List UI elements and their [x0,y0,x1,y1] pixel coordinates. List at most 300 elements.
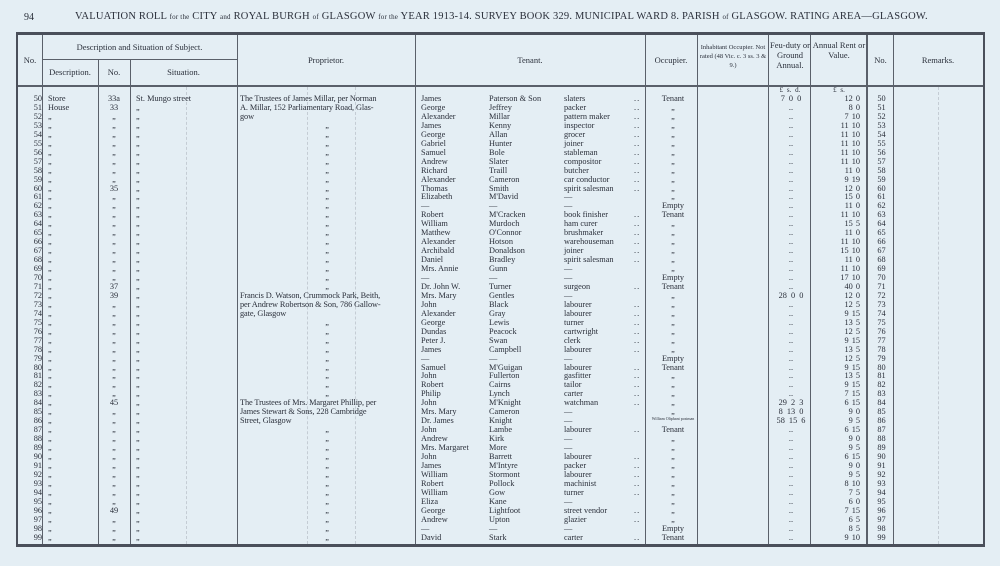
cell-occupier: „ [671,102,675,112]
cell-feu-duty: .. [788,192,794,202]
cell-no: 50 [33,94,42,103]
cell-no-right: 76 [877,326,886,336]
cell-occupation: butcher .. [564,167,589,176]
cell-no: 73 [33,299,42,309]
cell-occupier: „ [671,174,675,184]
cell-situation: „ [136,335,140,345]
cell-no: 69 [33,264,42,274]
cell-occupation: — [564,353,573,363]
cell-no-right: 59 [877,174,886,184]
cell-no: 71 [33,281,42,291]
cell-occupier: „ [671,228,675,238]
cell-no-right: 99 [877,532,886,542]
cell-number: „ [112,371,116,381]
cell-description: „ [48,290,52,300]
cell-tenant-surname: M'Guigan [489,362,523,372]
cell-annual-value: 13 5 [844,371,860,381]
cell-occupation: pattern maker .. [564,113,610,122]
cell-number: 49 [109,505,119,515]
cell-occupation: labourer .. [564,426,592,435]
cell-description: „ [48,398,52,408]
cell-annual-value: 15 0 [844,192,860,202]
cell-number: 33a [108,94,120,103]
cell-occupation: machinist .. [564,480,596,489]
header-number: No. [107,67,121,77]
cell-description: „ [48,407,52,417]
cell-annual-value: 11 0 [844,165,860,175]
cell-proprietor: Francis D. Watson, Crummock Park, Beith, [240,290,381,300]
valuation-table [16,32,985,547]
cell-occupier: „ [671,246,675,256]
cell-no-right: 87 [877,425,886,435]
cell-no: 72 [33,290,42,300]
cell-feu-duty: .. [788,380,794,390]
cell-feu-duty: .. [788,523,794,533]
cell-occupier: „ [671,398,675,408]
cell-tenant-first-name: George [421,317,446,327]
cell-tenant-surname: Traill [489,165,508,175]
cell-feu-duty: .. [788,281,794,291]
cell-proprietor: „ [325,281,329,291]
cell-no-right: 58 [877,165,886,175]
cell-tenant-surname: Black [489,299,509,309]
header-rule [42,59,237,60]
cell-tenant-surname: Gunn [489,264,508,274]
cell-tenant-surname: M'Intyre [489,460,518,470]
cell-tenant-surname: Kirk [489,434,505,444]
cell-occupation: book finisher .. [564,211,608,220]
cell-situation: „ [136,147,140,157]
cell-tenant-first-name: Mrs. Mary [421,290,457,300]
cell-occupation: surgeon .. [564,283,590,292]
cell-no: 93 [33,478,42,488]
cell-occupation: joiner .. [564,247,583,256]
cell-annual-value: 17 10 [840,273,860,282]
cell-occupier: „ [671,487,675,497]
cell-feu-duty: .. [788,443,794,453]
cell-occupation: — [564,264,573,274]
cell-occupier: „ [671,469,675,479]
cell-tenant-first-name: David [421,532,442,542]
cell-tenant-first-name: Robert [421,210,444,220]
cell-proprietor: „ [325,389,329,399]
cell-no-right: 70 [877,273,886,282]
cell-number: „ [112,201,116,211]
cell-number: „ [112,237,116,247]
header-occupier: Occupier. [654,55,688,65]
cell-annual-value: 11 10 [840,147,860,157]
cell-occupation: joiner .. [564,140,583,149]
cell-proprietor: „ [325,514,329,524]
cell-tenant-surname: M'Knight [489,398,521,408]
cell-occupation: cartwright .. [564,328,598,337]
cell-no-right: 86 [877,416,886,426]
cell-no: 64 [33,219,42,229]
cell-occupation: labourer .. [564,364,592,373]
cell-occupier: Tenant [661,532,685,542]
cell-situation: „ [136,532,140,542]
cell-occupation: — [564,407,573,417]
cell-feu-duty: .. [788,237,794,247]
cell-tenant-first-name: Dr. James [421,416,454,426]
cell-occupier: „ [671,138,675,148]
header-tenant: Tenant. [517,55,543,65]
cell-feu-duty: .. [788,219,794,229]
cell-annual-value: 11 10 [840,264,860,274]
cell-feu-duty: .. [788,353,794,363]
cell-feu-duty: .. [788,532,794,542]
cell-tenant-first-name: James [421,120,442,130]
cell-number: „ [112,353,116,363]
cell-occupier: „ [671,326,675,336]
cell-occupation: turner .. [564,319,584,328]
cell-annual-value: 12 5 [844,299,860,309]
cell-tenant-surname: Bradley [489,255,516,265]
title-part: ROYAL BURGH [233,11,310,22]
cell-no: 98 [33,523,42,533]
cell-situation: „ [136,389,140,399]
cell-occupier: „ [671,407,675,417]
cell-proprietor: „ [325,496,329,506]
cell-annual-value: 7 15 [844,389,860,399]
cell-no-right: 54 [877,129,886,139]
cell-description: „ [48,147,52,157]
cell-feu-duty: .. [788,165,794,175]
cell-situation: „ [136,514,140,524]
cell-description: „ [48,219,52,229]
title-part: of [312,13,319,21]
cell-number: „ [112,443,116,453]
cell-situation: „ [136,111,140,121]
cell-proprietor: „ [325,452,329,461]
cell-tenant-first-name: Mrs. Margaret [421,443,469,453]
cell-tenant-first-name: Thomas [421,183,448,193]
cell-occupation: stableman .. [564,149,598,158]
cell-situation: „ [136,416,140,426]
cell-no-right: 63 [877,210,886,220]
cell-annual-value: 11 10 [840,129,860,139]
cell-no: 76 [33,326,42,336]
cell-description: „ [48,192,52,202]
cell-occupier: „ [671,460,675,470]
cell-number: „ [112,478,116,488]
cell-number: „ [112,532,116,542]
cell-tenant-surname: Millar [489,111,510,121]
cell-feu-duty: .. [788,156,794,166]
cell-proprietor: James Stewart & Sons, 228 Cambridge [240,407,367,417]
cell-occupation: — [564,201,573,211]
cell-occupation: watchman .. [564,399,598,408]
cell-annual-value: 8 10 [844,478,860,488]
cell-proprietor: „ [325,237,329,247]
cell-proprietor: „ [325,326,329,336]
cell-situation: „ [136,523,140,533]
cell-proprietor: „ [325,505,329,515]
cell-description: „ [48,326,52,336]
cell-occupier: „ [671,147,675,157]
cell-description: „ [48,353,52,363]
cell-feu-duty: .. [788,460,794,470]
cell-feu-duty: .. [788,102,794,112]
header-inhabitant: Inhabitant Occupier. Not rated (48 Vic. c. 3 ss. 3 & 9.) [699,44,767,69]
cell-tenant-surname: M'David [489,192,519,202]
header-remarks: Remarks. [921,55,955,65]
cell-no-right: 66 [877,237,886,247]
cell-tenant-first-name: Gabriel [421,138,446,148]
cell-no: 54 [33,129,42,139]
cell-no-right: 52 [877,111,886,121]
header-feu-duty: Feu-duty or Ground Annual. [770,40,810,70]
cell-occupation: carter .. [564,390,583,399]
cell-number: „ [112,362,116,372]
cell-proprietor: „ [325,165,329,175]
cell-occupation: labourer .. [564,346,592,355]
cell-number: „ [112,299,116,309]
cell-no: 96 [33,505,42,515]
cell-no: 84 [33,398,42,408]
cell-tenant-first-name: Matthew [421,228,451,238]
cell-tenant-first-name: Dundas [421,326,447,336]
cell-occupation: — [564,443,573,453]
cell-tenant-surname: Lynch [489,389,510,399]
cell-tenant-surname: Barrett [489,452,513,461]
cell-no: 75 [33,317,42,327]
cell-feu-duty: .. [788,308,794,318]
cell-feu-duty: .. [788,264,794,274]
cell-occupier: „ [671,299,675,309]
cell-annual-value: 9 5 [848,443,860,453]
cell-feu-duty: .. [788,228,794,238]
cell-occupier: „ [671,156,675,166]
cell-feu-duty: .. [788,452,794,461]
cell-tenant-surname: Campbell [489,344,522,354]
title-part: of [722,13,729,21]
cell-description: „ [48,344,52,354]
cell-occupier: Tenant [661,425,685,435]
cell-tenant-surname: Lambe [489,425,513,435]
cell-number: „ [112,326,116,336]
cell-proprietor: „ [325,156,329,166]
cell-no-right: 72 [877,290,886,300]
cell-occupation: clerk .. [564,337,581,346]
cell-no: 60 [33,183,42,193]
cell-feu-duty: .. [788,371,794,381]
cell-tenant-surname: Bole [489,147,505,157]
cell-proprietor: „ [325,138,329,148]
cell-annual-value: 8 5 [848,523,860,533]
title-part: VALUATION ROLL [75,11,167,22]
cell-occupation: inspector .. [564,122,594,131]
cell-tenant-first-name: Mrs. Mary [421,407,457,417]
cell-occupation: labourer .. [564,471,592,480]
cell-no-right: 73 [877,299,886,309]
cell-proprietor: „ [325,174,329,184]
cell-number: „ [112,407,116,417]
cell-feu-duty: .. [788,514,794,524]
cell-number: „ [112,192,116,202]
cell-tenant-first-name: George [421,505,446,515]
cell-no-right: 97 [877,514,886,524]
cell-number: „ [112,210,116,220]
cell-no-right: 65 [877,228,886,238]
cell-occupier: „ [671,264,675,274]
cell-occupier: „ [671,452,675,461]
cell-occupation: carter .. [564,534,583,543]
cell-situation: „ [136,344,140,354]
cell-situation: „ [136,434,140,444]
cell-number: „ [112,255,116,265]
page-title [75,11,928,22]
cell-occupation: — [564,273,573,282]
feu-units: £ s. d. [779,86,801,94]
cell-annual-value: 9 10 [844,532,860,542]
cell-number: „ [112,156,116,166]
cell-tenant-first-name: William [421,487,448,497]
cell-occupier: „ [671,192,675,202]
cell-description: „ [48,237,52,247]
cell-situation: „ [136,183,140,193]
cell-number: 39 [109,290,119,300]
cell-number: „ [112,219,116,229]
cell-situation: „ [136,362,140,372]
cell-occupier: Empty [661,201,685,211]
cell-description: „ [48,210,52,220]
cell-feu-duty: .. [788,111,794,121]
title-part: YEAR 1913-14. SURVEY BOOK 329. MUNICIPAL WARD 8. PARISH [400,11,720,22]
cell-description: „ [48,523,52,533]
cell-proprietor: „ [325,273,329,282]
cell-tenant-surname: Stormont [489,469,520,479]
cell-proprietor: „ [325,362,329,372]
cell-tenant-surname: Lightfoot [489,505,521,515]
cell-tenant-first-name: — [421,273,430,282]
cell-proprietor: „ [325,210,329,220]
cell-occupation: street vendor .. [564,507,607,516]
cell-number: 35 [109,183,119,193]
cell-no-right: 60 [877,183,886,193]
cell-no-right: 85 [877,407,886,417]
cell-proprietor: „ [325,523,329,533]
cell-situation: „ [136,407,140,417]
cell-proprietor: „ [325,120,329,130]
cell-proprietor: „ [325,255,329,265]
cell-no-right: 77 [877,335,886,345]
title-part: for the [378,13,399,21]
cell-tenant-first-name: James [421,94,442,103]
cell-description: „ [48,362,52,372]
cell-proprietor: „ [325,344,329,354]
cell-annual-value: 6 15 [844,452,860,461]
cell-occupier: „ [671,255,675,265]
cell-occupier: „ [671,443,675,453]
header-description: Description. [49,67,91,77]
cell-description: „ [48,317,52,327]
cell-situation: „ [136,210,140,220]
cell-tenant-first-name: George [421,102,446,112]
cell-no: 62 [33,201,42,211]
cell-annual-value: 7 10 [844,111,860,121]
cell-occupation: tailor .. [564,381,582,390]
cell-tenant-first-name: John [421,425,437,435]
cell-annual-value: 12 5 [844,353,860,363]
cell-description: „ [48,246,52,256]
cell-situation: „ [136,192,140,202]
cell-no: 82 [33,380,42,390]
cell-proprietor: „ [325,371,329,381]
cell-number: „ [112,416,116,426]
cell-feu-duty: .. [788,129,794,139]
cell-number: „ [112,389,116,399]
cell-occupier: „ [671,434,675,444]
cell-no-right: 90 [877,452,886,461]
cell-tenant-first-name: John [421,299,437,309]
cell-tenant-surname: Hotson [489,237,513,247]
cell-occupier: „ [671,335,675,345]
cell-no-right: 56 [877,147,886,157]
cell-feu-duty: .. [788,255,794,265]
cell-feu-duty: .. [788,344,794,354]
cell-description: „ [48,425,52,435]
cell-no: 59 [33,174,42,184]
cell-situation: „ [136,460,140,470]
cell-situation: „ [136,353,140,363]
cell-proprietor: „ [325,425,329,435]
cell-number: „ [112,514,116,524]
cell-no: 56 [33,147,42,157]
cell-description: „ [48,532,52,542]
cell-number: „ [112,380,116,390]
cell-tenant-first-name: Richard [421,165,448,175]
cell-tenant-first-name: — [421,201,430,211]
cell-no: 92 [33,469,42,479]
cell-feu-duty: .. [788,389,794,399]
cell-occupation: — [564,192,573,202]
header-no-right: No. [874,55,887,65]
cell-tenant-first-name: — [421,523,430,533]
header-situation: Situation. [167,67,200,77]
cell-no-right: 74 [877,308,886,318]
cell-situation: „ [136,120,140,130]
cell-tenant-first-name: Eliza [421,496,439,506]
cell-number: „ [112,129,116,139]
header-description-group: Description and Situation of Subject. [76,42,203,52]
cell-annual-value: 12 0 [844,94,860,103]
cell-feu-duty: .. [788,147,794,157]
header-annual-value: Annual Rent or Value. [812,40,866,60]
cell-no-right: 68 [877,255,886,265]
cell-no-right: 89 [877,443,886,453]
cell-annual-value: 8 0 [848,102,860,112]
cell-proprietor: „ [325,353,329,363]
cell-no: 74 [33,308,42,318]
cell-number: „ [112,165,116,175]
cell-annual-value: 6 5 [848,514,860,524]
cell-situation: „ [136,443,140,453]
cell-occupier: „ [671,219,675,229]
cell-tenant-first-name: Robert [421,478,444,488]
cell-situation: „ [136,246,140,256]
cell-proprietor: „ [325,532,329,542]
cell-tenant-first-name: Andrew [421,156,448,166]
cell-description: „ [48,120,52,130]
cell-annual-value: 11 10 [840,237,860,247]
cell-no-right: 69 [877,264,886,274]
cell-feu-duty: 7 0 0 [780,94,802,103]
cell-description: „ [48,443,52,453]
cell-occupation: labourer .. [564,310,592,319]
table-row [18,193,983,202]
cell-annual-value: 9 15 [844,335,860,345]
